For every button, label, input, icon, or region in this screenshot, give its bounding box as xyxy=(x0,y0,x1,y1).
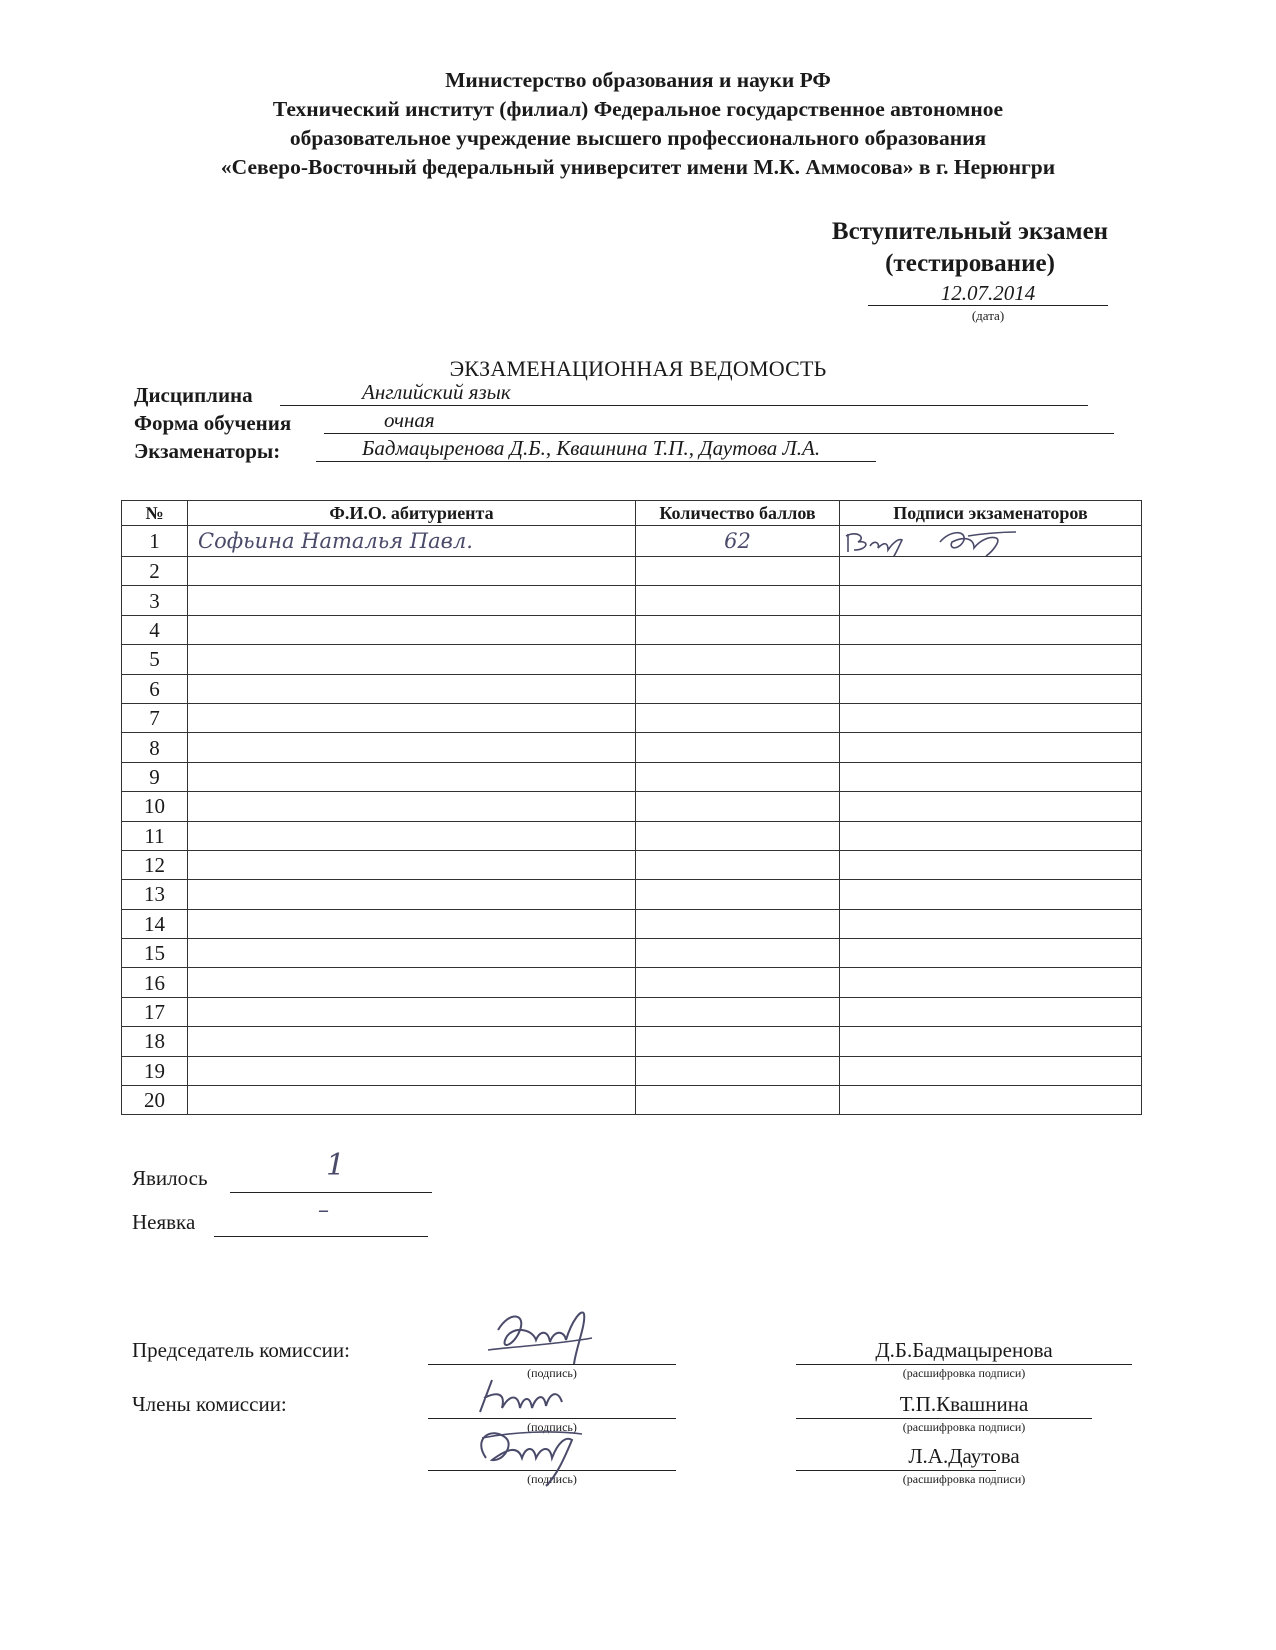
score-cell xyxy=(636,1056,840,1085)
study-form-label: Форма обучения xyxy=(134,411,292,435)
absent-row xyxy=(132,1210,195,1235)
score-cell xyxy=(636,880,840,909)
appeared-value: 1 xyxy=(326,1148,346,1183)
applicant-name-cell xyxy=(188,1086,636,1115)
row-number-cell: 13 xyxy=(122,880,188,909)
score-cell xyxy=(636,733,840,762)
examiner-signatures-cell xyxy=(840,526,1142,557)
examiners-label: Экзаменаторы: xyxy=(134,439,281,463)
table-row xyxy=(122,850,1142,879)
applicant-name-cell xyxy=(188,909,636,938)
table-header-row xyxy=(122,501,1142,526)
score-cell xyxy=(636,645,840,674)
table-row xyxy=(122,1027,1142,1056)
chair-signature-caption: (подпись) xyxy=(527,1366,577,1380)
row-number-cell: 12 xyxy=(122,850,188,879)
institution-header xyxy=(0,66,1276,182)
table-row xyxy=(122,968,1142,997)
score-cell xyxy=(636,997,840,1026)
applicant-name-cell xyxy=(188,586,636,615)
study-form-underline xyxy=(324,407,1114,434)
examiner-signatures-cell xyxy=(840,997,1142,1026)
chair-name: Д.Б.Бадмацыренова xyxy=(875,1338,1053,1362)
row-number-cell: 1 xyxy=(122,526,188,557)
row-number-cell: 17 xyxy=(122,997,188,1026)
applicant-name-cell xyxy=(188,968,636,997)
table-row xyxy=(122,997,1142,1026)
appeared-label: Явилось xyxy=(132,1166,208,1190)
examiner-signatures-cell xyxy=(840,880,1142,909)
applicant-name-cell xyxy=(188,792,636,821)
member2-name-caption: (расшифровка подписи) xyxy=(902,1472,1026,1486)
chair-name-caption: (расшифровка подписи) xyxy=(902,1366,1026,1380)
row-number-cell: 10 xyxy=(122,792,188,821)
table-row xyxy=(122,762,1142,791)
row-number-cell: 6 xyxy=(122,674,188,703)
member1-signature-caption: (подпись) xyxy=(527,1420,577,1434)
absent-label: Неявка xyxy=(132,1210,196,1234)
row-number-cell: 3 xyxy=(122,586,188,615)
row-number-cell: 19 xyxy=(122,1056,188,1085)
examiner-signatures-cell xyxy=(840,1027,1142,1056)
row-number-cell: 7 xyxy=(122,703,188,732)
examiner-signatures-cell xyxy=(840,586,1142,615)
exam-title: Вступительный экзамен xyxy=(831,218,1109,245)
row-number-cell: 20 xyxy=(122,1086,188,1115)
examiners-field xyxy=(134,438,1094,464)
row-number-cell: 15 xyxy=(122,939,188,968)
applicant-name-cell xyxy=(188,997,636,1026)
table-row xyxy=(122,1056,1142,1085)
applicant-name-cell xyxy=(188,557,636,586)
score-cell: 62 xyxy=(636,526,840,557)
examiner-signatures-cell xyxy=(840,850,1142,879)
examiner-signatures-cell xyxy=(840,557,1142,586)
table-row xyxy=(122,674,1142,703)
row-number-cell: 2 xyxy=(122,557,188,586)
score-cell xyxy=(636,909,840,938)
examiner-signatures-cell xyxy=(840,733,1142,762)
row-number-cell: 11 xyxy=(122,821,188,850)
score-cell xyxy=(636,968,840,997)
score-cell xyxy=(636,939,840,968)
table-row xyxy=(122,586,1142,615)
score-cell xyxy=(636,850,840,879)
examiner-signatures-cell xyxy=(840,939,1142,968)
applicant-name-cell xyxy=(188,645,636,674)
row-examiner-signatures-scribble xyxy=(840,526,1040,556)
table-row xyxy=(122,939,1142,968)
col-header-examiner-signatures: Подписи экзаменаторов xyxy=(840,501,1142,526)
study-form-field xyxy=(134,410,1124,436)
chair-handwritten-signature xyxy=(480,1300,600,1372)
header-line-2: Технический институт (филиал) Федеральное государственное автономное xyxy=(272,97,1004,121)
row-number-cell: 18 xyxy=(122,1027,188,1056)
score-cell xyxy=(636,792,840,821)
applicant-name-cell xyxy=(188,880,636,909)
member1-name: Т.П.Квашнина xyxy=(899,1392,1029,1416)
score-cell xyxy=(636,557,840,586)
discipline-value: Английский язык xyxy=(362,380,511,404)
applicant-name-cell xyxy=(188,733,636,762)
member2-name: Л.А.Даутова xyxy=(908,1444,1020,1468)
header-line-3: образовательное учреждение высшего профессионального образования xyxy=(289,126,987,150)
row-number-cell: 14 xyxy=(122,909,188,938)
applicant-name-cell xyxy=(188,939,636,968)
col-header-score: Количество баллов xyxy=(636,501,840,526)
member1-handwritten-signature xyxy=(466,1372,586,1422)
table-row xyxy=(122,645,1142,674)
header-line-1: Министерство образования и науки РФ xyxy=(445,68,831,92)
table-row xyxy=(122,821,1142,850)
applicant-name-cell xyxy=(188,1027,636,1056)
table-row xyxy=(122,557,1142,586)
row-number-cell: 16 xyxy=(122,968,188,997)
discipline-field xyxy=(134,382,1094,408)
examiner-signatures-cell xyxy=(840,1086,1142,1115)
row-number-cell: 4 xyxy=(122,615,188,644)
exam-date-caption: (дата) xyxy=(971,308,1005,323)
document-title: ЭКЗАМЕНАЦИОННАЯ ВЕДОМОСТЬ xyxy=(449,356,827,381)
table-row xyxy=(122,880,1142,909)
exam-type-block xyxy=(790,216,1150,280)
applicant-name-cell xyxy=(188,1056,636,1085)
score-cell xyxy=(636,1027,840,1056)
score-cell xyxy=(636,586,840,615)
examiner-signatures-cell xyxy=(840,703,1142,732)
table-row xyxy=(122,703,1142,732)
score-cell xyxy=(636,674,840,703)
score-cell xyxy=(636,615,840,644)
score-cell xyxy=(636,703,840,732)
examiner-signatures-cell xyxy=(840,909,1142,938)
chair-label: Председатель комиссии: xyxy=(132,1338,350,1362)
examiner-signatures-cell xyxy=(840,792,1142,821)
results-table xyxy=(121,500,1142,1115)
study-form-value: очная xyxy=(384,408,435,432)
examiner-signatures-cell xyxy=(840,968,1142,997)
members-label: Члены комиссии: xyxy=(132,1392,287,1416)
score-cell xyxy=(636,1086,840,1115)
row-number-cell: 9 xyxy=(122,762,188,791)
examiners-value: Бадмацыренова Д.Б., Квашнина Т.П., Даутова Л.А. xyxy=(362,436,821,460)
examiner-signatures-cell xyxy=(840,674,1142,703)
table-row xyxy=(122,909,1142,938)
examiner-signatures-cell xyxy=(840,821,1142,850)
col-header-number: № xyxy=(122,501,188,526)
appeared-row xyxy=(132,1166,208,1191)
examiner-signatures-cell xyxy=(840,1056,1142,1085)
member2-handwritten-signature xyxy=(462,1418,592,1496)
absent-value: – xyxy=(318,1198,329,1223)
score-cell xyxy=(636,762,840,791)
row-number-cell: 8 xyxy=(122,733,188,762)
table-row xyxy=(122,615,1142,644)
applicant-name-cell xyxy=(188,615,636,644)
header-line-4: «Северо-Восточный федеральный университет имени М.К. Аммосова» в г. Нерюнгри xyxy=(220,155,1056,179)
col-header-applicant-name: Ф.И.О. абитуриента xyxy=(188,501,636,526)
examiner-signatures-cell xyxy=(840,615,1142,644)
table-row xyxy=(122,733,1142,762)
applicant-name-cell xyxy=(188,703,636,732)
member1-name-caption: (расшифровка подписи) xyxy=(902,1420,1026,1434)
discipline-label: Дисциплина xyxy=(134,383,253,407)
member2-signature-caption: (подпись) xyxy=(527,1472,577,1486)
table-row xyxy=(122,1086,1142,1115)
score-cell xyxy=(636,821,840,850)
applicant-name-cell xyxy=(188,821,636,850)
table-row xyxy=(122,526,1142,557)
applicant-name-cell: Софьина Наталья Павл. xyxy=(188,526,636,557)
applicant-name-cell xyxy=(188,762,636,791)
table-row xyxy=(122,792,1142,821)
applicant-name-cell xyxy=(188,850,636,879)
exam-subtitle: (тестирование) xyxy=(885,250,1055,277)
row-number-cell: 5 xyxy=(122,645,188,674)
examiner-signatures-cell xyxy=(840,645,1142,674)
examiner-signatures-cell xyxy=(840,762,1142,791)
applicant-name-cell xyxy=(188,674,636,703)
exam-date: 12.07.2014 xyxy=(868,282,1108,306)
